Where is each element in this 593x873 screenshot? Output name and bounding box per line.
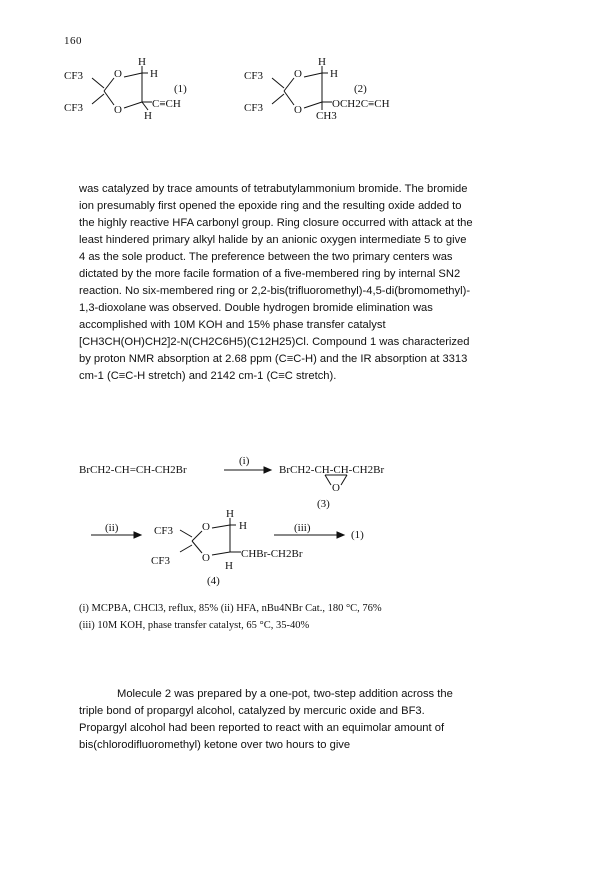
structure-2 [242, 58, 422, 133]
intermediate-substituent: CHBr-CH2Br [241, 548, 303, 560]
step-i-label: (i) [239, 455, 250, 467]
oxygen-top: O [294, 68, 302, 80]
condition-line: (i) MCPBA, CHCl3, reflux, 85% (ii) HFA, nBu4NBr Cat., 180 °C, 76% [79, 603, 382, 614]
intermediate-h-top: H [226, 508, 234, 520]
intermediate-cf3-bottom: CF3 [151, 555, 170, 567]
paragraph-line: the highly reactive HFA carbonyl group. Ring closure occurred with attack at the [79, 217, 473, 229]
reactant-dibromobutene: BrCH2-CH=CH-CH2Br [79, 464, 187, 476]
paragraph-line: triple bond of propargyl alcohol, catalyzed by mercuric oxide and BF3. [79, 705, 425, 717]
paragraph-line: 4 as the sole product. The preference between the two primary centers was [79, 251, 453, 263]
intermediate-label: (4) [207, 575, 220, 587]
cf3-bottom-label: CF3 [64, 102, 83, 114]
paragraph-line: accomplished with 10M KOH and 15% phase transfer catalyst [79, 319, 386, 331]
paragraph-line: was catalyzed by trace amounts of tetrabutylammonium bromide. The bromide [79, 183, 468, 195]
reaction-scheme [79, 455, 519, 595]
intermediate-oxygen-top: O [202, 521, 210, 533]
oxygen-top: O [114, 68, 122, 80]
paragraph-line: reaction. No six-membered ring or 2,2-bis(trifluoromethyl)-4,5-di(bromomethyl)- [79, 285, 471, 297]
epoxide-label: (3) [317, 498, 330, 510]
cf3-bottom-label: CF3 [244, 102, 263, 114]
cf3-top-label: CF3 [64, 70, 83, 82]
compound-label-1: (1) [174, 83, 187, 95]
paragraph-line: [CH3CH(OH)CH2]2-N(CH2C6H5)(C12H25)Cl. Compound 1 was characterized [79, 336, 470, 348]
step-iii-label: (iii) [294, 522, 311, 534]
paragraph-line: cm-1 (C≡C-H stretch) and 2142 cm-1 (C≡C stretch). [79, 370, 337, 382]
paragraph-line: least hindered primary alkyl halide by an anionic oxygen intermediate 5 to give [79, 234, 467, 246]
page-number: 160 [64, 35, 82, 47]
paragraph-line: Molecule 2 was prepared by a one-pot, two-step addition across the [117, 688, 453, 700]
paragraph-2 [79, 686, 525, 754]
oxygen-bottom: O [294, 104, 302, 116]
intermediate-oxygen-bottom: O [202, 552, 210, 564]
structure-1 [62, 58, 212, 128]
intermediate-cf3-top: CF3 [154, 525, 173, 537]
epoxide-oxygen: O [332, 482, 340, 494]
cf3-top-label: CF3 [244, 70, 263, 82]
h-top: H [318, 56, 326, 68]
h-right: H [150, 68, 158, 80]
oxygen-bottom: O [114, 104, 122, 116]
ethynyl-substituent: C≡CH [152, 98, 181, 110]
dioxolane-ring-1 [62, 58, 212, 128]
h-top: H [138, 56, 146, 68]
paragraph-line: bis(chlorodifluoromethyl) ketone over two hours to give [79, 739, 351, 751]
condition-line: (iii) 10M KOH, phase transfer catalyst, 65 °C, 35-40% [79, 620, 310, 631]
h-right: H [330, 68, 338, 80]
product-label: (1) [351, 529, 364, 541]
compound-label-2: (2) [354, 83, 367, 95]
paragraph-line: 1,3-dioxolane was observed. Double hydrogen bromide elimination was [79, 302, 433, 314]
intermediate-h-bottom: H [225, 560, 233, 572]
propargyloxy-substituent: OCH2C≡CH [332, 98, 390, 110]
reaction-conditions [79, 600, 382, 634]
paragraph-line: ion presumably first opened the epoxide ring and the resulting oxide added to [79, 200, 462, 212]
paragraph-line: dictated by the more facile formation of a five-membered ring by internal SN2 [79, 268, 461, 280]
h-bottom: H [144, 110, 152, 122]
epoxide-formula: BrCH2-CH-CH-CH2Br [279, 464, 385, 476]
step-ii-label: (ii) [105, 522, 119, 534]
paragraph-line: Propargyl alcohol had been reported to react with an equimolar amount of [79, 722, 445, 734]
paragraph-1 [79, 181, 525, 385]
paragraph-line: by proton NMR absorption at 2.68 ppm (C≡C-H) and the IR absorption at 3313 [79, 353, 468, 365]
intermediate-h-right: H [239, 520, 247, 532]
methyl-label: CH3 [316, 110, 337, 122]
